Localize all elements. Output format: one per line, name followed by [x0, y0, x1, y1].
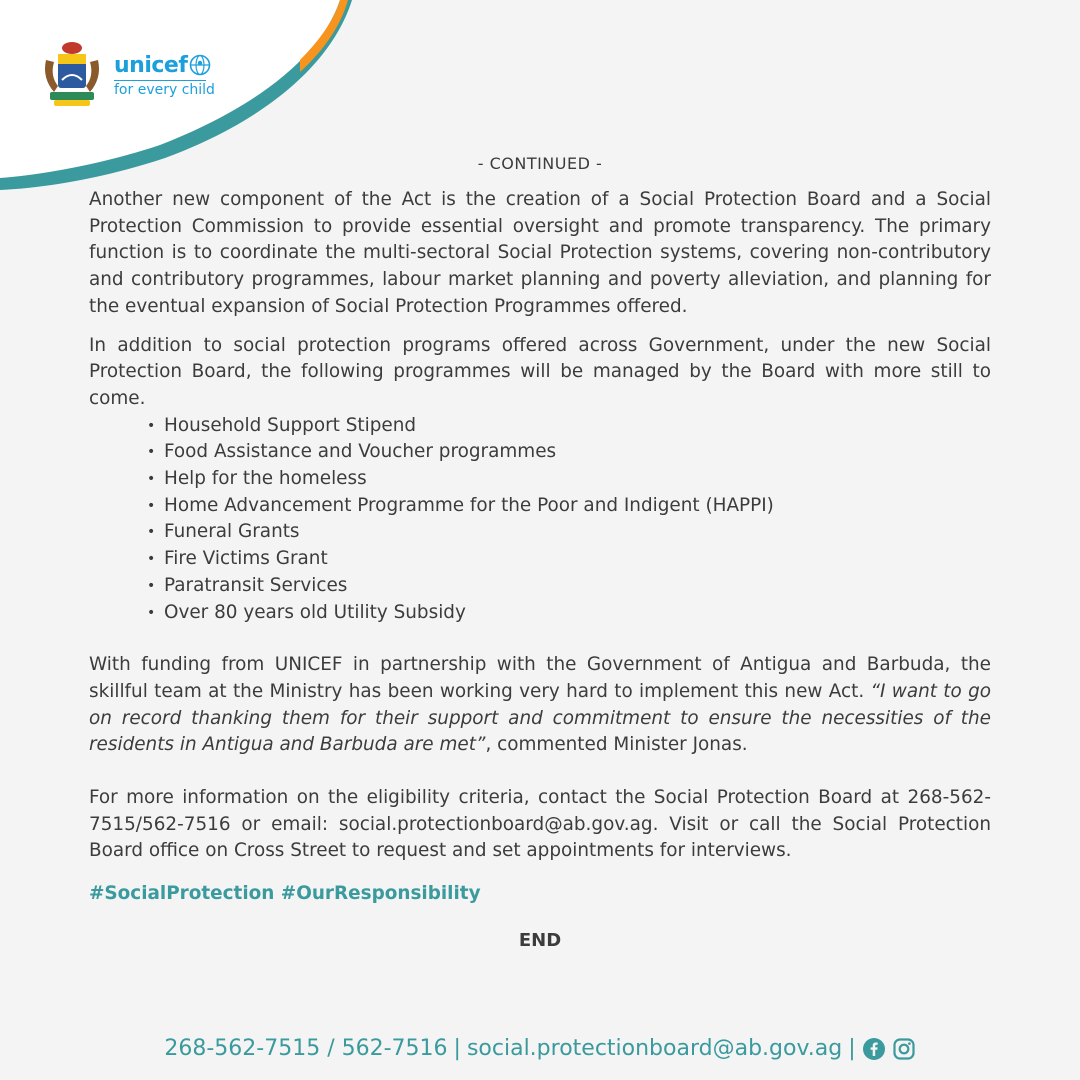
footer-phone-numbers[interactable]: 268-562-7515 / 562-7516	[164, 1036, 448, 1061]
programme-name: Funeral Grants	[164, 521, 300, 543]
logo-area	[40, 40, 215, 110]
paragraph-unicef-funding	[89, 652, 991, 759]
bullet-icon: •	[147, 604, 156, 621]
programme-name: Home Advancement Programme for the Poor and Indigent (HAPPI)	[164, 494, 774, 516]
quote-attribution: , commented Minister Jonas.	[485, 734, 748, 756]
programme-name: Help for the homeless	[164, 468, 367, 490]
paragraph-board-commission: Another new component of the Act is the creation of a Social Protection Board and a Social Protection Commission to provide essential oversight and promote transparency. The primary function is to coordinate the multi-sectoral Social Protection systems, covering non-contributory and contributory programmes, labour market planning and poverty alleviation, and planning for the eventual expansion of Social Protection Programmes offered.	[89, 189, 991, 317]
programme-name: Household Support Stipend	[164, 414, 417, 436]
programme-list-item	[147, 600, 991, 627]
programme-list-item	[147, 413, 991, 440]
programme-name: Paratransit Services	[164, 574, 348, 596]
bullet-icon: •	[147, 551, 156, 568]
continued-label: - CONTINUED -	[477, 154, 603, 173]
article-body	[89, 154, 991, 951]
programme-name: Over 80 years old Utility Subsidy	[164, 601, 466, 623]
unicef-tagline: for every child	[114, 81, 215, 98]
paragraph-contact-info: For more information on the eligibility criteria, contact the Social Protection Board at 268-562-7515/562-7516 or email: social.protectionboard@ab.gov.ag. Visit or call the Social Protection Board office on Cross Street to request and set appointments for interviews.	[89, 787, 991, 862]
unicef-wordmark: unicef	[114, 52, 188, 78]
unicef-divider	[114, 80, 206, 81]
programme-list-item	[147, 573, 991, 600]
paragraph-programmes-intro: In addition to social protection programs offered across Government, under the new Social Protection Board, the following programmes will be managed by the Board with more still to come.	[89, 334, 991, 409]
unicef-globe-icon	[189, 54, 211, 76]
bullet-icon: •	[147, 497, 156, 514]
footer-separator: |	[848, 1036, 856, 1061]
bullet-icon: •	[147, 471, 156, 488]
bullet-icon: •	[147, 417, 156, 434]
bullet-icon: •	[147, 524, 156, 541]
programme-list-item	[147, 519, 991, 546]
bullet-icon: •	[147, 444, 156, 461]
programme-name: Food Assistance and Voucher programmes	[164, 441, 557, 463]
programme-list-item	[147, 466, 991, 493]
unicef-logo	[114, 53, 215, 98]
bullet-icon: •	[147, 577, 156, 594]
coat-of-arms-logo	[40, 40, 104, 110]
programmes-list	[89, 413, 991, 627]
programme-name: Fire Victims Grant	[164, 548, 328, 570]
footer-separator: |	[453, 1036, 461, 1061]
instagram-icon[interactable]	[892, 1037, 916, 1061]
programme-list-item	[147, 493, 991, 520]
end-label: END	[518, 930, 562, 952]
footer-contact-bar	[0, 1036, 1080, 1061]
hashtags[interactable]: #SocialProtection #OurResponsibility	[89, 883, 481, 905]
programme-list-item	[147, 439, 991, 466]
minister-quote: “I want to go on record thanking them for their support and commitment to ensure the necessities of the residents in Antigua and Barbuda are met”	[89, 680, 991, 756]
programme-list-item	[147, 546, 991, 573]
facebook-icon[interactable]	[862, 1037, 886, 1061]
footer-email-link[interactable]: social.protectionboard@ab.gov.ag	[466, 1036, 843, 1061]
funding-text: With funding from UNICEF in partnership with the Government of Antigua and Barbuda, the skillful team at the Ministry has been working very hard to implement this new Act.	[89, 654, 991, 702]
